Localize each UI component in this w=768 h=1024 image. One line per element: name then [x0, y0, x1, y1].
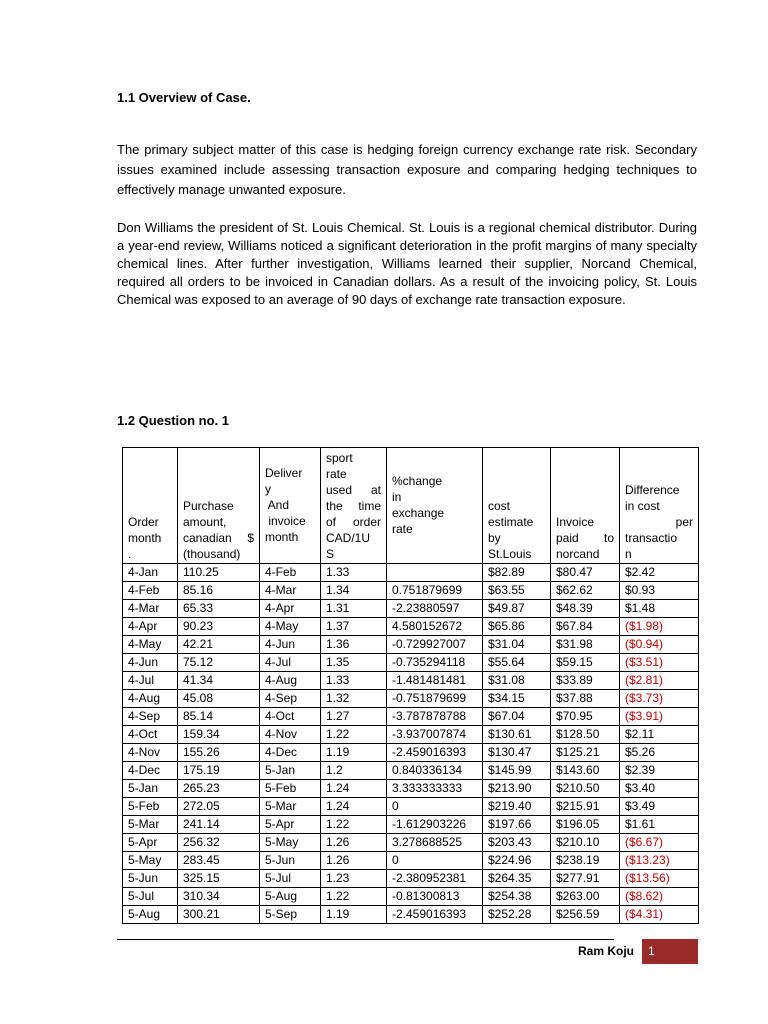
cell-percent-change: -2.459016393: [387, 744, 483, 762]
cell-percent-change: 4.580152672: [387, 618, 483, 636]
cell-cost-estimate: $130.47: [483, 744, 551, 762]
cell-delivery-month: 4-Aug: [260, 672, 321, 690]
cell-order-month: 4-Mar: [123, 600, 178, 618]
table-row: [123, 906, 699, 924]
cell-spot-rate: 1.31: [321, 600, 387, 618]
header-order-month: Order month .: [123, 448, 178, 564]
cell-difference: ($3.91): [620, 708, 699, 726]
cell-percent-change: -0.729927007: [387, 636, 483, 654]
cell-cost-estimate: $219.40: [483, 798, 551, 816]
cell-cost-estimate: $203.43: [483, 834, 551, 852]
cell-order-month: 4-Aug: [123, 690, 178, 708]
cell-percent-change: -0.751879699: [387, 690, 483, 708]
cell-difference: ($3.51): [620, 654, 699, 672]
header-percent-change: %change in exchange rate: [387, 448, 483, 564]
cell-order-month: 4-Jan: [123, 564, 178, 582]
cell-difference: ($13.56): [620, 870, 699, 888]
cell-difference: ($0.94): [620, 636, 699, 654]
cell-order-month: 4-May: [123, 636, 178, 654]
cell-delivery-month: 5-May: [260, 834, 321, 852]
cell-percent-change: -3.787878788: [387, 708, 483, 726]
cell-percent-change: [387, 564, 483, 582]
cell-invoice-paid: $196.05: [551, 816, 620, 834]
cell-order-month: 5-May: [123, 852, 178, 870]
cell-cost-estimate: $34.15: [483, 690, 551, 708]
cell-purchase-amount: 85.14: [178, 708, 260, 726]
cell-delivery-month: 4-Apr: [260, 600, 321, 618]
cell-difference: ($6.67): [620, 834, 699, 852]
table-header-row: [123, 448, 699, 564]
cell-invoice-paid: $33.89: [551, 672, 620, 690]
cell-spot-rate: 1.32: [321, 690, 387, 708]
cell-cost-estimate: $31.08: [483, 672, 551, 690]
cell-purchase-amount: 75.12: [178, 654, 260, 672]
cell-order-month: 5-Apr: [123, 834, 178, 852]
cell-invoice-paid: $210.10: [551, 834, 620, 852]
cell-delivery-month: 4-May: [260, 618, 321, 636]
cell-order-month: 5-Jun: [123, 870, 178, 888]
cell-percent-change: -3.937007874: [387, 726, 483, 744]
page-number: 1: [648, 944, 655, 958]
cell-cost-estimate: $55.64: [483, 654, 551, 672]
cell-difference: ($1.98): [620, 618, 699, 636]
cell-delivery-month: 4-Nov: [260, 726, 321, 744]
table-row: [123, 690, 699, 708]
cell-spot-rate: 1.19: [321, 906, 387, 924]
cell-cost-estimate: $197.66: [483, 816, 551, 834]
cell-invoice-paid: $277.91: [551, 870, 620, 888]
cell-cost-estimate: $213.90: [483, 780, 551, 798]
table-row: [123, 798, 699, 816]
cell-order-month: 4-Dec: [123, 762, 178, 780]
cell-delivery-month: 4-Jun: [260, 636, 321, 654]
cell-spot-rate: 1.34: [321, 582, 387, 600]
cell-cost-estimate: $264.35: [483, 870, 551, 888]
table-row: [123, 762, 699, 780]
table-row: [123, 564, 699, 582]
cell-cost-estimate: $31.04: [483, 636, 551, 654]
cell-difference: $5.26: [620, 744, 699, 762]
cell-difference: ($8.62): [620, 888, 699, 906]
cell-invoice-paid: $256.59: [551, 906, 620, 924]
cell-percent-change: -0.735294118: [387, 654, 483, 672]
section-heading-question-1: 1.2 Question no. 1: [117, 413, 229, 428]
cell-difference: ($4.31): [620, 906, 699, 924]
cell-spot-rate: 1.22: [321, 816, 387, 834]
table-row: [123, 888, 699, 906]
cell-purchase-amount: 85.16: [178, 582, 260, 600]
cell-order-month: 4-Nov: [123, 744, 178, 762]
footer-divider: [117, 939, 614, 940]
cell-order-month: 4-Jul: [123, 672, 178, 690]
cell-purchase-amount: 90.23: [178, 618, 260, 636]
cell-spot-rate: 1.36: [321, 636, 387, 654]
cell-delivery-month: 4-Sep: [260, 690, 321, 708]
table-row: [123, 618, 699, 636]
cell-difference: $2.42: [620, 564, 699, 582]
cell-delivery-month: 5-Mar: [260, 798, 321, 816]
cell-delivery-month: 5-Feb: [260, 780, 321, 798]
cell-cost-estimate: $82.89: [483, 564, 551, 582]
cell-invoice-paid: $80.47: [551, 564, 620, 582]
cell-order-month: 4-Jun: [123, 654, 178, 672]
cell-cost-estimate: $65.86: [483, 618, 551, 636]
cell-percent-change: -1.481481481: [387, 672, 483, 690]
cell-spot-rate: 1.2: [321, 762, 387, 780]
cell-invoice-paid: $37.88: [551, 690, 620, 708]
cell-delivery-month: 4-Feb: [260, 564, 321, 582]
cell-difference: $1.61: [620, 816, 699, 834]
cell-cost-estimate: $252.28: [483, 906, 551, 924]
header-invoice-paid: Invoice paid to norcand: [551, 448, 620, 564]
cell-cost-estimate: $63.55: [483, 582, 551, 600]
cell-invoice-paid: $48.39: [551, 600, 620, 618]
cell-difference: $2.39: [620, 762, 699, 780]
cell-cost-estimate: $67.04: [483, 708, 551, 726]
table-row: [123, 654, 699, 672]
cell-cost-estimate: $130.61: [483, 726, 551, 744]
cell-delivery-month: 5-Jan: [260, 762, 321, 780]
cell-delivery-month: 4-Jul: [260, 654, 321, 672]
cell-order-month: 5-Aug: [123, 906, 178, 924]
cell-difference: $2.11: [620, 726, 699, 744]
cell-spot-rate: 1.33: [321, 672, 387, 690]
cell-invoice-paid: $128.50: [551, 726, 620, 744]
cell-percent-change: 0.840336134: [387, 762, 483, 780]
cell-order-month: 4-Oct: [123, 726, 178, 744]
cell-purchase-amount: 256.32: [178, 834, 260, 852]
cell-invoice-paid: $59.15: [551, 654, 620, 672]
cell-difference: $3.40: [620, 780, 699, 798]
cell-difference: $0.93: [620, 582, 699, 600]
table-body: [123, 564, 699, 924]
table-row: [123, 600, 699, 618]
table-row: [123, 834, 699, 852]
section-heading-overview: 1.1 Overview of Case.: [117, 90, 251, 105]
cell-purchase-amount: 65.33: [178, 600, 260, 618]
cell-difference: ($3.73): [620, 690, 699, 708]
page-number-box: [642, 939, 698, 964]
table-row: [123, 708, 699, 726]
cell-order-month: 5-Jan: [123, 780, 178, 798]
cell-invoice-paid: $238.19: [551, 852, 620, 870]
cell-invoice-paid: $125.21: [551, 744, 620, 762]
exchange-rate-table: [122, 447, 699, 924]
cell-spot-rate: 1.33: [321, 564, 387, 582]
cell-invoice-paid: $263.00: [551, 888, 620, 906]
header-spot-rate: sport rate used at the time of order CAD/1U S: [321, 448, 387, 564]
cell-purchase-amount: 300.21: [178, 906, 260, 924]
overview-paragraph-2: Don Williams the president of St. Louis Chemical. St. Louis is a regional chemical distributor. During a year-end review, Williams noticed a significant deterioration in the profit margins of many specialty chemical lines. After further investigation, Williams learned their supplier, Norcand Chemical, required all orders to be invoiced in Canadian dollars. As a result of the invoicing policy, St. Louis Chemical was exposed to an average of 90 days of exchange rate transaction exposure.: [117, 220, 697, 307]
header-difference-in-cost: Difference in cost per transactio n: [620, 448, 699, 564]
cell-delivery-month: 4-Oct: [260, 708, 321, 726]
cell-order-month: 4-Sep: [123, 708, 178, 726]
cell-purchase-amount: 283.45: [178, 852, 260, 870]
cell-percent-change: 0: [387, 798, 483, 816]
cell-delivery-month: 5-Jul: [260, 870, 321, 888]
cell-order-month: 5-Feb: [123, 798, 178, 816]
cell-purchase-amount: 241.14: [178, 816, 260, 834]
cell-order-month: 5-Jul: [123, 888, 178, 906]
cell-invoice-paid: $215.91: [551, 798, 620, 816]
table-row: [123, 816, 699, 834]
cell-difference: $3.49: [620, 798, 699, 816]
header-delivery-invoice-month: Deliver y And invoice month: [260, 448, 321, 564]
cell-percent-change: 0: [387, 852, 483, 870]
cell-difference: $1.48: [620, 600, 699, 618]
cell-purchase-amount: 272.05: [178, 798, 260, 816]
cell-invoice-paid: $143.60: [551, 762, 620, 780]
cell-percent-change: 3.278688525: [387, 834, 483, 852]
cell-spot-rate: 1.35: [321, 654, 387, 672]
cell-cost-estimate: $224.96: [483, 852, 551, 870]
cell-delivery-month: 5-Jun: [260, 852, 321, 870]
header-purchase-amount: Purchase amount, canadian $ (thousand): [178, 448, 260, 564]
footer-author: Ram Koju: [578, 944, 635, 958]
cell-percent-change: -1.612903226: [387, 816, 483, 834]
cell-spot-rate: 1.27: [321, 708, 387, 726]
cell-order-month: 4-Apr: [123, 618, 178, 636]
cell-invoice-paid: $70.95: [551, 708, 620, 726]
cell-delivery-month: 5-Apr: [260, 816, 321, 834]
cell-spot-rate: 1.26: [321, 834, 387, 852]
cell-percent-change: -2.459016393: [387, 906, 483, 924]
table-row: [123, 672, 699, 690]
cell-spot-rate: 1.37: [321, 618, 387, 636]
cell-spot-rate: 1.26: [321, 852, 387, 870]
cell-order-month: 5-Mar: [123, 816, 178, 834]
cell-spot-rate: 1.24: [321, 798, 387, 816]
table-row: [123, 780, 699, 798]
cell-invoice-paid: $67.84: [551, 618, 620, 636]
cell-purchase-amount: 159.34: [178, 726, 260, 744]
cell-spot-rate: 1.22: [321, 888, 387, 906]
table-row: [123, 582, 699, 600]
cell-percent-change: -2.23880597: [387, 600, 483, 618]
cell-purchase-amount: 110.25: [178, 564, 260, 582]
cell-delivery-month: 4-Mar: [260, 582, 321, 600]
cell-invoice-paid: $210.50: [551, 780, 620, 798]
cell-delivery-month: 5-Aug: [260, 888, 321, 906]
cell-purchase-amount: 41.34: [178, 672, 260, 690]
cell-difference: ($13.23): [620, 852, 699, 870]
cell-purchase-amount: 265.23: [178, 780, 260, 798]
table-row: [123, 744, 699, 762]
cell-cost-estimate: $49.87: [483, 600, 551, 618]
cell-purchase-amount: 155.26: [178, 744, 260, 762]
cell-percent-change: 0.751879699: [387, 582, 483, 600]
cell-spot-rate: 1.22: [321, 726, 387, 744]
cell-delivery-month: 5-Sep: [260, 906, 321, 924]
cell-purchase-amount: 175.19: [178, 762, 260, 780]
cell-percent-change: 3.333333333: [387, 780, 483, 798]
cell-purchase-amount: 325.15: [178, 870, 260, 888]
cell-purchase-amount: 42.21: [178, 636, 260, 654]
table-row: [123, 636, 699, 654]
overview-paragraph-1: The primary subject matter of this case is hedging foreign currency exchange rate risk. Secondary issues examined include assessing transaction exposure and comparing hedging techniques to effectively manage unwanted exposure.: [117, 142, 697, 197]
header-cost-estimate: cost estimate by St.Louis: [483, 448, 551, 564]
table-row: [123, 870, 699, 888]
cell-delivery-month: 4-Dec: [260, 744, 321, 762]
table-row: [123, 726, 699, 744]
cell-difference: ($2.81): [620, 672, 699, 690]
cell-order-month: 4-Feb: [123, 582, 178, 600]
cell-invoice-paid: $62.62: [551, 582, 620, 600]
cell-cost-estimate: $145.99: [483, 762, 551, 780]
cell-percent-change: -2.380952381: [387, 870, 483, 888]
cell-spot-rate: 1.24: [321, 780, 387, 798]
cell-purchase-amount: 310.34: [178, 888, 260, 906]
cell-purchase-amount: 45.08: [178, 690, 260, 708]
cell-spot-rate: 1.19: [321, 744, 387, 762]
cell-invoice-paid: $31.98: [551, 636, 620, 654]
cell-percent-change: -0.81300813: [387, 888, 483, 906]
table-row: [123, 852, 699, 870]
cell-cost-estimate: $254.38: [483, 888, 551, 906]
cell-spot-rate: 1.23: [321, 870, 387, 888]
